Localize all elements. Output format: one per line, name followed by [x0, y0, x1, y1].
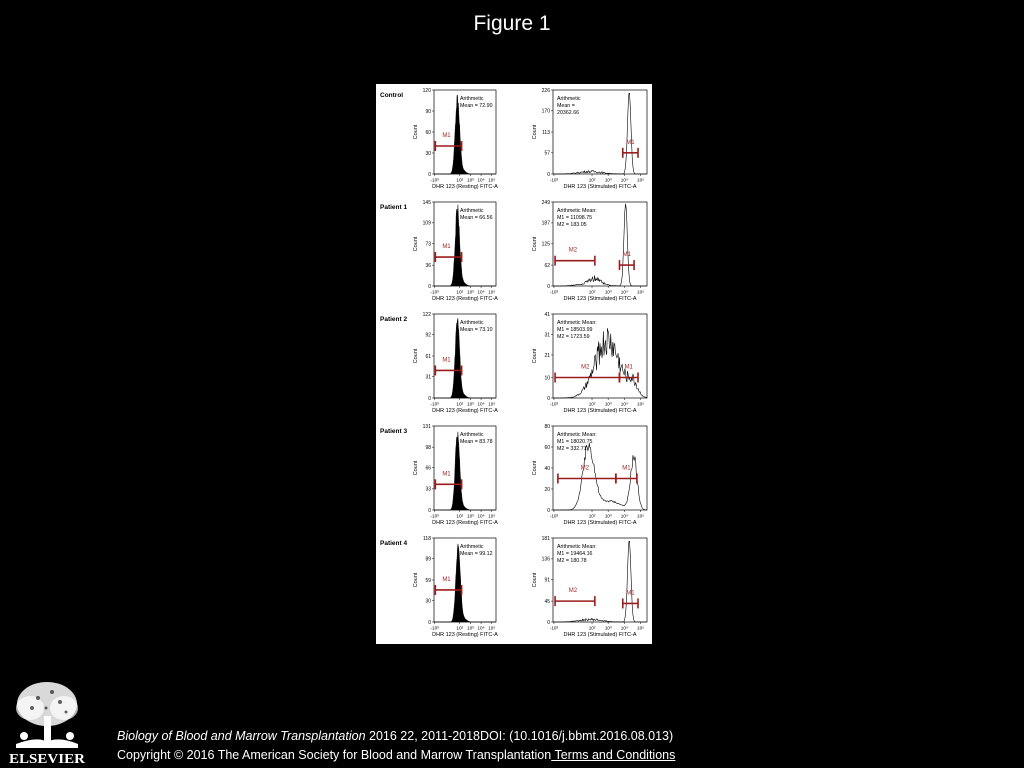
- annotation-text: M1 = 18503.99: [557, 327, 593, 333]
- x-axis-label: DHR 123 (Stimulated) FITC-A: [563, 408, 637, 414]
- x-tick-label: 10²: [456, 401, 464, 407]
- annotation-text: Arithmetic Mean:: [557, 320, 597, 326]
- x-axis-label: DHR 123 (Resting) FITC-A: [432, 184, 498, 190]
- x-tick-label: 10⁴: [477, 177, 485, 183]
- gate-label: M1: [622, 465, 631, 472]
- y-tick-label: 59: [425, 577, 431, 584]
- y-tick-label: 89: [425, 556, 431, 563]
- x-tick-label: 10³: [467, 401, 474, 407]
- annotation-text: Mean =: [557, 103, 575, 109]
- gate-label: M2: [568, 247, 578, 254]
- x-tick-label: 10⁵: [637, 513, 645, 519]
- x-axis-label: DHR 123 (Stimulated) FITC-A: [563, 184, 637, 190]
- figure-panel: [376, 84, 652, 644]
- x-tick-label: 10³: [604, 289, 612, 295]
- y-tick-label: 226: [541, 87, 550, 94]
- x-axis-label: DHR 123 (Resting) FITC-A: [432, 632, 498, 638]
- terms-and-conditions-link[interactable]: Terms and Conditions: [551, 748, 676, 762]
- x-tick-label: 10³: [604, 513, 612, 519]
- y-tick-label: 170: [541, 108, 550, 115]
- y-tick-label: 10: [544, 375, 550, 382]
- gate-label: M1: [626, 590, 635, 597]
- x-axis-label: DHR 123 (Resting) FITC-A: [432, 520, 498, 526]
- x-tick-label: -10³: [549, 625, 559, 631]
- y-axis-label: Count: [413, 572, 419, 588]
- flow-cytometry-figure: [376, 84, 652, 644]
- y-tick-label: 181: [541, 535, 550, 542]
- annotation-text: Arithmetic: [460, 544, 484, 550]
- y-tick-label: 80: [544, 423, 550, 430]
- row-label: Patient 2: [380, 316, 408, 323]
- y-tick-label: 0: [428, 283, 431, 290]
- gate-label: M1: [624, 364, 633, 371]
- y-tick-label: 0: [428, 395, 431, 402]
- x-tick-label: -10³: [430, 401, 439, 407]
- row-label: Patient 3: [380, 428, 408, 435]
- x-tick-label: -10³: [549, 513, 559, 519]
- gate-label: M2: [581, 364, 590, 371]
- annotation-text: M1 = 19464.16: [557, 551, 593, 557]
- x-tick-label: 10²: [588, 513, 596, 519]
- x-tick-label: 10³: [604, 625, 612, 631]
- gate-label: M1: [442, 357, 451, 364]
- x-tick-label: 10⁵: [637, 177, 645, 183]
- x-tick-label: 10³: [604, 401, 612, 407]
- y-tick-label: 62: [544, 262, 550, 269]
- y-tick-label: 36: [425, 262, 431, 269]
- x-tick-label: 10⁴: [620, 513, 628, 519]
- x-tick-label: 10⁴: [477, 401, 485, 407]
- x-axis-label: DHR 123 (Stimulated) FITC-A: [563, 296, 637, 302]
- x-tick-label: 10²: [588, 401, 596, 407]
- y-tick-label: 41: [544, 311, 550, 318]
- gate-label: M1: [626, 139, 635, 146]
- y-axis-label: Count: [532, 124, 538, 140]
- copyright-text: Copyright © 2016 The American Society for Blood and Marrow Transplantation: [117, 748, 552, 762]
- annotation-text: M1 = 18020.75: [557, 439, 593, 445]
- y-tick-label: 0: [428, 619, 431, 626]
- y-tick-label: 33: [425, 486, 431, 493]
- citation: [117, 729, 673, 743]
- row-label: Patient 4: [380, 540, 408, 547]
- x-tick-label: 10²: [588, 177, 596, 183]
- y-tick-label: 122: [422, 311, 431, 318]
- x-tick-label: 10⁴: [477, 289, 485, 295]
- y-axis-label: Count: [532, 236, 538, 252]
- x-tick-label: 10⁵: [637, 289, 645, 295]
- annotation-text: Mean = 73.10: [460, 327, 493, 333]
- annotation-text: Arithmetic: [460, 320, 484, 326]
- annotation-text: M1 = 11098.75: [557, 215, 593, 221]
- y-tick-label: 145: [422, 199, 431, 206]
- y-tick-label: 60: [544, 444, 550, 451]
- x-axis-label: DHR 123 (Stimulated) FITC-A: [563, 632, 637, 638]
- x-tick-label: 10³: [467, 625, 474, 631]
- x-tick-label: -10³: [430, 177, 439, 183]
- y-tick-label: 136: [541, 556, 550, 563]
- y-tick-label: 187: [541, 220, 550, 227]
- x-tick-label: 10⁵: [488, 289, 496, 295]
- slide-title: Figure 1: [473, 12, 551, 35]
- y-tick-label: 0: [547, 171, 550, 178]
- y-tick-label: 45: [544, 598, 550, 605]
- x-tick-label: 10⁴: [620, 625, 628, 631]
- x-tick-label: 10⁵: [488, 177, 496, 183]
- y-tick-label: 30: [425, 150, 431, 157]
- gate-label: M2: [580, 465, 590, 472]
- x-tick-label: 10²: [456, 177, 464, 183]
- y-tick-label: 92: [425, 332, 431, 339]
- y-axis-label: Count: [532, 572, 538, 588]
- gate-label: M1: [622, 252, 631, 259]
- annotation-text: Arithmetic Mean:: [557, 544, 597, 550]
- annotation-text: 20362.66: [557, 110, 580, 116]
- y-tick-label: 61: [425, 353, 431, 360]
- y-axis-label: Count: [532, 460, 538, 476]
- y-tick-label: 60: [425, 129, 431, 136]
- x-tick-label: -10³: [549, 177, 559, 183]
- x-tick-label: 10²: [588, 625, 596, 631]
- x-tick-label: -10³: [549, 289, 559, 295]
- y-tick-label: 91: [544, 577, 550, 584]
- y-tick-label: 0: [547, 283, 550, 290]
- x-tick-label: 10²: [456, 625, 464, 631]
- x-tick-label: 10²: [588, 289, 596, 295]
- annotation-text: M2 = 1723.59: [557, 334, 590, 340]
- copyright-line: [117, 748, 675, 762]
- x-tick-label: 10²: [456, 289, 464, 295]
- x-tick-label: 10²: [456, 513, 464, 519]
- annotation-text: M2 = 332.71: [557, 446, 587, 452]
- x-axis-label: DHR 123 (Stimulated) FITC-A: [563, 520, 637, 526]
- y-tick-label: 30: [425, 598, 431, 605]
- y-tick-label: 249: [541, 199, 550, 206]
- x-tick-label: 10³: [467, 513, 474, 519]
- x-tick-label: 10⁵: [488, 513, 496, 519]
- y-tick-label: 21: [544, 352, 550, 359]
- row-label: Control: [380, 92, 404, 99]
- y-tick-label: 98: [425, 444, 431, 451]
- annotation-text: Arithmetic: [460, 96, 484, 102]
- gate-label: M1: [442, 133, 451, 139]
- y-tick-label: 118: [423, 535, 431, 542]
- y-tick-label: 125: [541, 241, 550, 248]
- y-tick-label: 120: [422, 87, 431, 94]
- y-tick-label: 31: [425, 374, 431, 381]
- x-tick-label: -10³: [430, 289, 439, 295]
- volume-pages: 2016 22, 2011-2018: [369, 729, 480, 743]
- annotation-text: Arithmetic: [460, 432, 484, 438]
- y-tick-label: 0: [428, 171, 431, 178]
- y-tick-label: 31: [544, 332, 550, 339]
- y-tick-label: 40: [544, 465, 550, 472]
- y-tick-label: 0: [547, 507, 550, 514]
- y-tick-label: 20: [544, 486, 550, 493]
- annotation-text: Mean = 83.78: [460, 439, 493, 445]
- annotation-text: M2 = 183.05: [557, 222, 587, 228]
- x-axis-label: DHR 123 (Resting) FITC-A: [432, 296, 498, 302]
- y-axis-label: Count: [413, 460, 419, 476]
- x-tick-label: 10⁴: [477, 625, 485, 631]
- y-axis-label: Count: [413, 124, 419, 140]
- annotation-text: Arithmetic: [557, 96, 581, 102]
- y-axis-label: Count: [413, 348, 419, 364]
- annotation-text: Arithmetic Mean:: [557, 208, 597, 214]
- y-tick-label: 109: [422, 220, 431, 227]
- annotation-text: M2 = 180.78: [557, 558, 587, 564]
- x-tick-label: 10⁵: [637, 401, 645, 407]
- x-tick-label: 10³: [604, 177, 612, 183]
- x-tick-label: 10⁴: [620, 401, 628, 407]
- y-tick-label: 90: [425, 108, 431, 115]
- y-axis-label: Count: [532, 348, 538, 364]
- gate-label: M1: [442, 471, 451, 478]
- elsevier-logo: [8, 678, 86, 766]
- y-tick-label: 66: [425, 465, 431, 472]
- annotation-text: Arithmetic Mean:: [557, 432, 597, 438]
- doi: DOI: (10.1016/j.bbmt.2016.08.013): [480, 729, 674, 743]
- annotation-text: Arithmetic: [460, 208, 484, 214]
- y-tick-label: 113: [542, 129, 550, 136]
- x-tick-label: 10⁵: [488, 401, 496, 407]
- y-axis-label: Count: [413, 236, 419, 252]
- x-tick-label: -10³: [430, 625, 439, 631]
- journal-name: Biology of Blood and Marrow Transplantation: [117, 729, 366, 743]
- x-tick-label: 10⁴: [477, 513, 485, 519]
- x-tick-label: 10³: [467, 289, 474, 295]
- annotation-text: Mean = 72.90: [460, 103, 493, 109]
- x-tick-label: 10⁵: [637, 625, 645, 631]
- y-tick-label: 73: [425, 241, 431, 248]
- x-tick-label: -10³: [549, 401, 559, 407]
- x-tick-label: 10⁵: [488, 625, 496, 631]
- y-tick-label: 0: [547, 395, 550, 402]
- y-tick-label: 131: [422, 423, 431, 430]
- gate-label: M1: [442, 244, 451, 251]
- histogram-line: [553, 443, 647, 510]
- publisher-wordmark: ELSEVIER: [9, 752, 86, 766]
- x-axis-label: DHR 123 (Resting) FITC-A: [432, 408, 498, 414]
- y-tick-label: 0: [547, 619, 550, 626]
- annotation-text: Mean = 99.12: [460, 551, 493, 557]
- annotation-text: Mean = 66.56: [460, 215, 493, 221]
- gate-label: M2: [568, 588, 578, 595]
- x-tick-label: 10³: [467, 177, 474, 183]
- row-label: Patient 1: [380, 204, 408, 211]
- x-tick-label: 10⁴: [620, 177, 628, 183]
- gate-label: M1: [442, 576, 451, 583]
- y-tick-label: 57: [544, 150, 550, 157]
- x-tick-label: -10³: [430, 513, 439, 519]
- y-tick-label: 0: [428, 507, 431, 514]
- x-tick-label: 10⁴: [620, 289, 628, 295]
